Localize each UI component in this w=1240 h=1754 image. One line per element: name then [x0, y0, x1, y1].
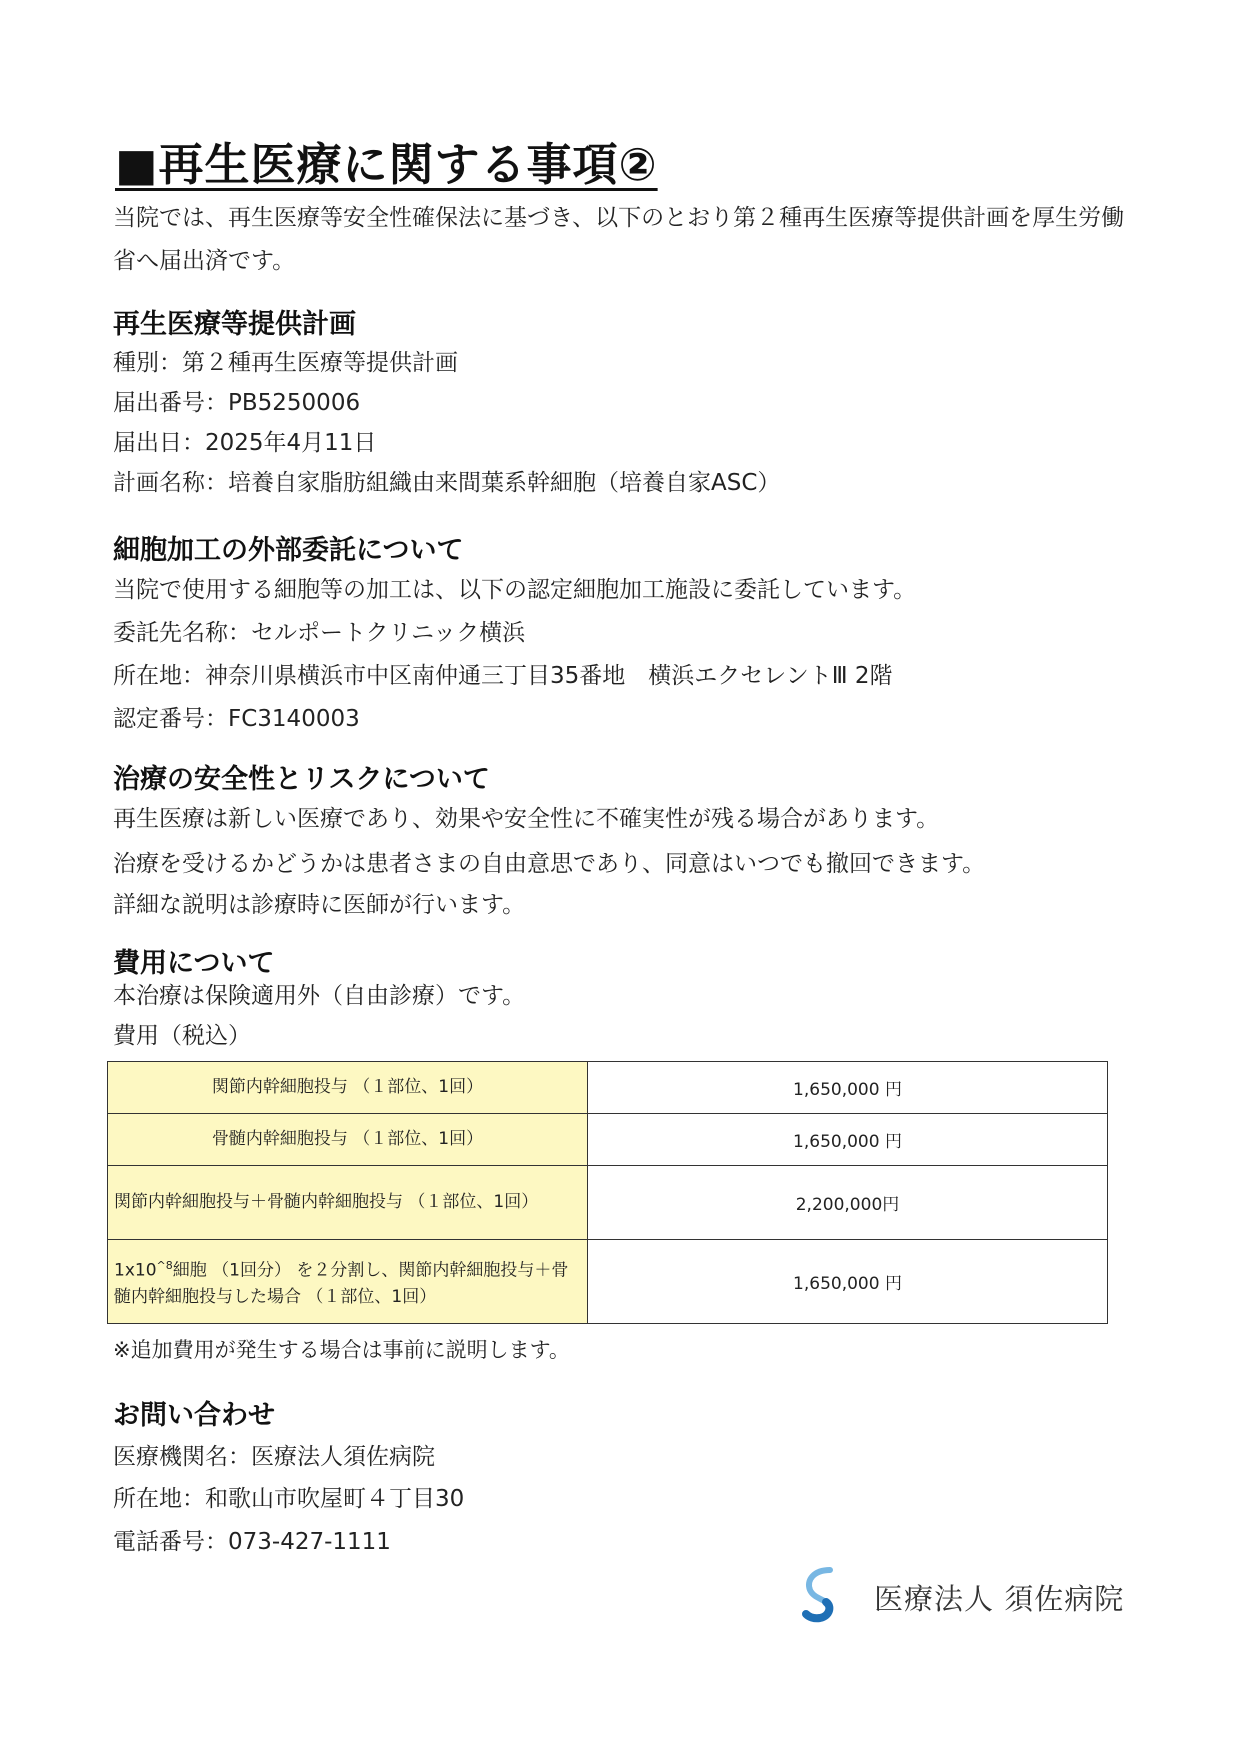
fee-item: 関節内幹細胞投与＋骨髄内幹細胞投与 （１部位、1回） — [108, 1166, 588, 1240]
plan-number: 届出番号：PB5250006 — [113, 390, 361, 416]
contact-heading: お問い合わせ — [113, 1400, 275, 1431]
fee-price: 1,650,000 円 — [588, 1240, 1108, 1324]
safety-heading: 治療の安全性とリスクについて — [113, 764, 490, 795]
plan-date: 届出日：2025年4月11日 — [113, 430, 377, 456]
fee-price: 1,650,000 円 — [588, 1114, 1108, 1166]
fees-text: 本治療は保険適用外（自由診療）です。 — [113, 983, 526, 1009]
fee-item-suffix: 細胞 （1回分） を２分割し、関節内幹細胞投与＋骨髄内幹細胞投与した場合 （１部位、1回） — [114, 1260, 569, 1308]
fee-item: 関節内幹細胞投与 （１部位、1回） — [108, 1062, 588, 1114]
outsourcing-text: 当院で使用する細胞等の加工は、以下の認定細胞加工施設に委託しています。 — [113, 577, 917, 603]
fees-note: ※追加費用が発生する場合は事前に説明します。 — [113, 1338, 570, 1362]
fees-heading: 費用について — [113, 948, 275, 979]
safety-line-1: 再生医療は新しい医療であり、効果や安全性に不確実性が残る場合があります。 — [113, 806, 940, 832]
outsourcing-address: 所在地：神奈川県横浜市中区南仲通三丁目35番地 横浜エクセレントⅢ 2階 — [113, 663, 893, 689]
fee-price: 2,200,000円 — [588, 1166, 1108, 1240]
fee-item-prefix: 1x10 — [114, 1260, 157, 1281]
fee-row — [108, 1062, 1108, 1114]
contact-org: 医療機関名：医療法人須佐病院 — [113, 1444, 435, 1470]
page-title: ■再生医療に関する事項② — [115, 138, 658, 191]
hospital-logo-icon — [800, 1566, 848, 1624]
fee-row — [108, 1166, 1108, 1240]
plan-type: 種別：第２種再生医療等提供計画 — [113, 350, 458, 376]
outsourcing-heading: 細胞加工の外部委託について — [113, 535, 464, 566]
intro-text: 当院では、再生医療等安全性確保法に基づき、以下のとおり第２種再生医療等提供計画を厚生労働省へ届出済です。 — [113, 205, 1125, 274]
outsourcing-facility: 委託先名称：セルポートクリニック横浜 — [113, 620, 526, 646]
plan-name: 計画名称：培養自家脂肪組織由来間葉系幹細胞（培養自家ASC） — [113, 470, 781, 496]
safety-line-2: 治療を受けるかどうかは患者さまの自由意思であり、同意はいつでも撤回できます。 — [113, 851, 986, 877]
safety-line-3: 詳細な説明は診療時に医師が行います。 — [113, 892, 526, 918]
logo-text: 医療法人 須佐病院 — [874, 1582, 1125, 1616]
logo-stroke-light — [809, 1570, 830, 1602]
contact-phone: 電話番号：073-427-1111 — [113, 1529, 391, 1555]
fee-table — [107, 1061, 1108, 1324]
fee-price: 1,650,000 円 — [588, 1062, 1108, 1114]
outsourcing-cert: 認定番号：FC3140003 — [113, 706, 360, 732]
fee-row — [108, 1114, 1108, 1166]
fee-item: 骨髄内幹細胞投与 （１部位、1回） — [108, 1114, 588, 1166]
contact-address: 所在地：和歌山市吹屋町４丁目30 — [113, 1486, 465, 1512]
logo-stroke-dark — [806, 1602, 829, 1618]
fees-label: 費用（税込） — [113, 1023, 251, 1049]
fee-item — [108, 1240, 588, 1324]
fee-row — [108, 1240, 1108, 1324]
fee-item-superscript: ^8 — [156, 1258, 173, 1272]
plan-heading: 再生医療等提供計画 — [113, 309, 356, 340]
